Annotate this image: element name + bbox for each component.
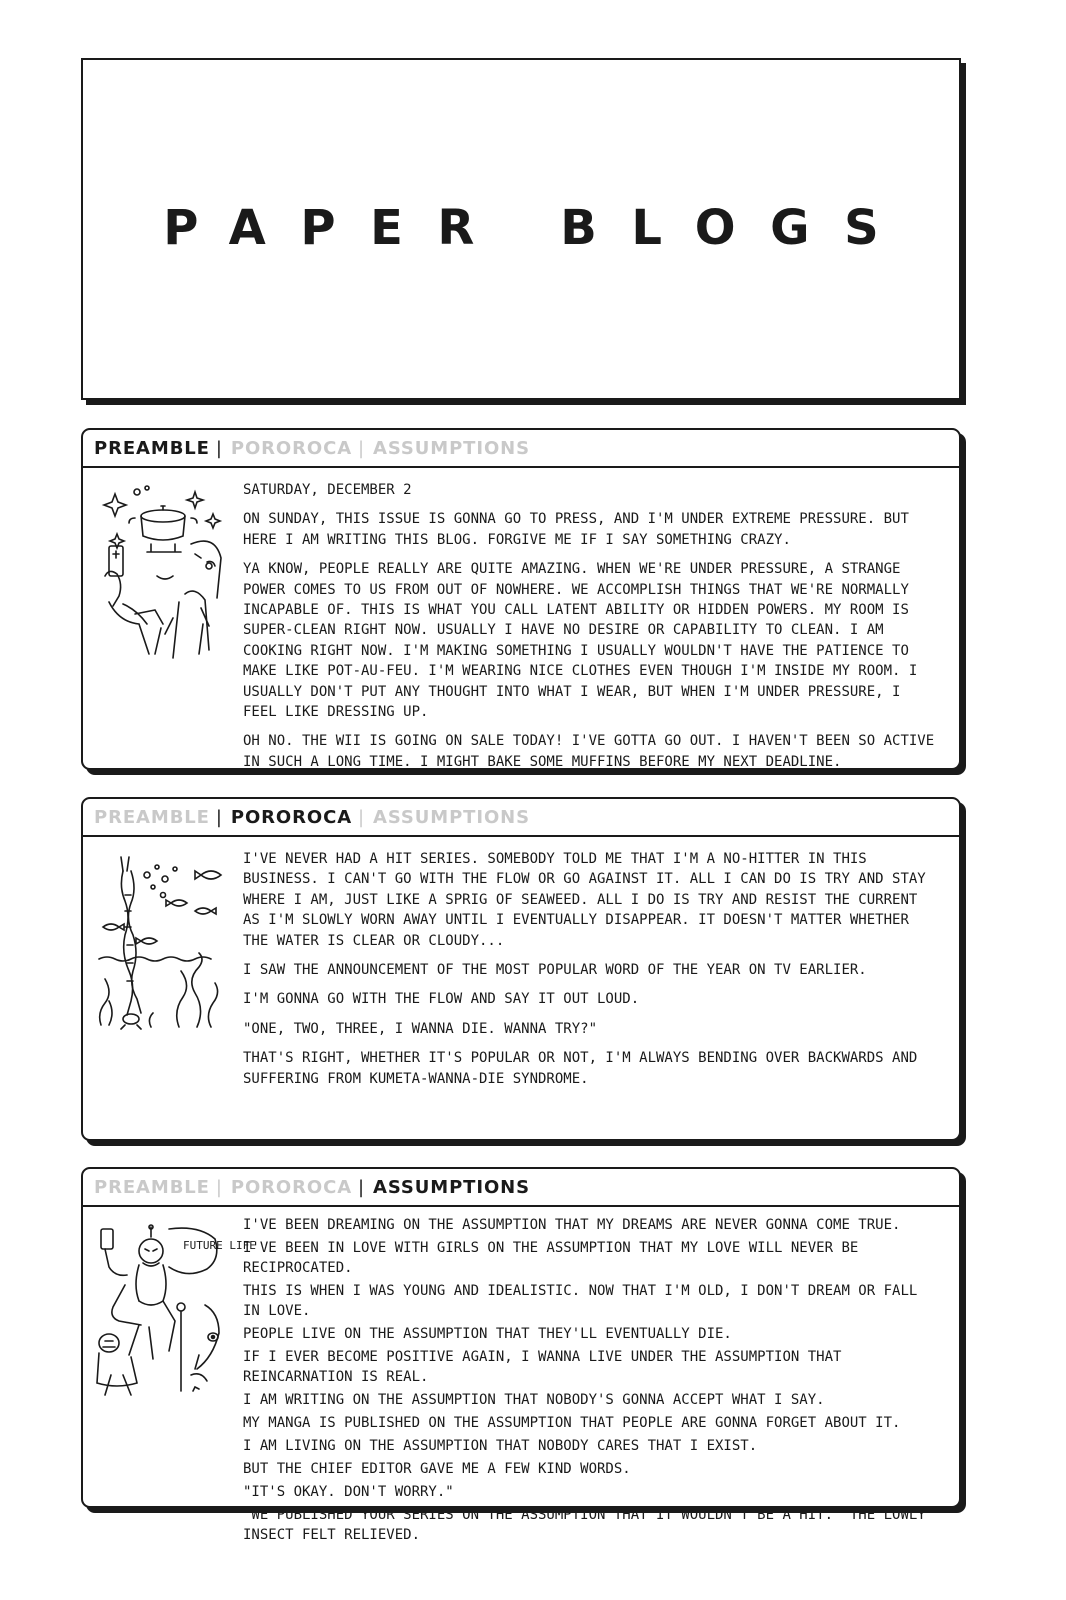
tab-separator: | <box>358 806 365 828</box>
tab-preamble[interactable]: PREAMBLE <box>94 806 210 828</box>
blog-paragraph: "WE PUBLISHED YOUR SERIES ON THE ASSUMPTION THAT IT WOULDN'T BE A HIT." THE LOWLY INSECT FELT RELIEVED. <box>243 1507 926 1543</box>
illustration-caption: FUTURE LIFE <box>183 1239 256 1252</box>
blog-paragraph: I'VE BEEN IN LOVE WITH GIRLS ON THE ASSUMPTION THAT MY LOVE WILL NEVER BE RECIPROCATED. <box>243 1240 859 1276</box>
tab-assumptions[interactable]: ASSUMPTIONS <box>373 1176 530 1198</box>
blog-panel-assumptions <box>81 1167 961 1543</box>
seaweed-illustration <box>95 855 225 1030</box>
blog-paragraph: I AM WRITING ON THE ASSUMPTION THAT NOBODY'S GONNA ACCEPT WHAT I SAY. <box>243 1392 825 1408</box>
blog-paragraph: IF I EVER BECOME POSITIVE AGAIN, I WANNA LIVE UNDER THE ASSUMPTION THAT REINCARNATION IS REAL. <box>243 1349 842 1385</box>
tab-separator: | <box>215 1176 223 1198</box>
blog-panel-pororoca <box>81 797 961 1141</box>
blog-date: SATURDAY, DECEMBER 2 <box>243 482 412 498</box>
blog-paragraph: THAT'S RIGHT, WHETHER IT'S POPULAR OR NOT, I'M ALWAYS BENDING OVER BACKWARDS AND SUFFERING FROM KUMETA-WANNA-DIE SYNDROME. <box>243 1050 918 1087</box>
blog-paragraph: I'M GONNA GO WITH THE FLOW AND SAY IT OUT LOUD. <box>243 991 640 1008</box>
tab-bar <box>83 1169 959 1207</box>
blog-paragraph: PEOPLE LIVE ON THE ASSUMPTION THAT THEY'LL EVENTUALLY DIE. <box>243 1326 732 1342</box>
tab-separator: | <box>215 437 223 459</box>
tab-assumptions[interactable]: ASSUMPTIONS <box>373 437 530 459</box>
blog-paragraph: OH NO. THE WII IS GOING ON SALE TODAY! I'VE GOTTA GO OUT. I HAVEN'T BEEN SO ACTIVE IN SUCH A LONG TIME. I MIGHT BAKE SOME MUFFINS BEFORE MY NEXT DEADLINE. <box>243 733 935 770</box>
blog-paragraph: ON SUNDAY, THIS ISSUE IS GONNA GO TO PRESS, AND I'M UNDER EXTREME PRESSURE. BUT HERE I AM WRITING THIS BLOG. FORGIVE ME IF I SAY SOMETHING CRAZY. <box>243 511 909 548</box>
tab-preamble[interactable]: PREAMBLE <box>94 437 210 459</box>
blog-text <box>243 849 941 1098</box>
tab-pororoca[interactable]: POROROCA <box>230 806 353 828</box>
blog-paragraph: I SAW THE ANNOUNCEMENT OF THE MOST POPULAR WORD OF THE YEAR ON TV EARLIER. <box>243 962 867 979</box>
blog-paragraph: "ONE, TWO, THREE, I WANNA DIE. WANNA TRY?" <box>243 1020 598 1037</box>
future-life-illustration <box>95 1225 256 1400</box>
blog-text <box>243 480 941 781</box>
blog-paragraph: BUT THE CHIEF EDITOR GAVE ME A FEW KIND WORDS. <box>243 1461 631 1477</box>
page-title: PAPER BLOGS <box>163 200 914 256</box>
tab-bar <box>83 799 959 837</box>
blog-paragraph: I'VE NEVER HAD A HIT SERIES. SOMEBODY TOLD ME THAT I'M A NO-HITTER IN THIS BUSINESS. I CAN'T GO WITH THE FLOW OR GO AGAINST IT. ALL I CAN DO IS TRY AND STAY WHERE I AM, JUST LIKE A SPRIG OF SEAWEED. ALL I DO IS TRY AND RESIST THE CURRENT AS I'M SLOWLY WORN AWAY UNTIL I EVENTUALLY DISAPPEAR. IT DOESN'T MATTER WHETHER THE WATER IS CLEAR OR CLOUDY... <box>243 851 926 949</box>
blog-paragraph: "IT'S OKAY. DON'T WORRY." <box>243 1484 454 1500</box>
tab-preamble[interactable]: PREAMBLE <box>94 1176 210 1198</box>
cooking-illustration <box>95 484 225 659</box>
tab-separator: | <box>215 806 223 828</box>
tab-bar <box>83 430 959 468</box>
tab-separator: | <box>358 437 365 459</box>
blog-paragraph: I'VE BEEN DREAMING ON THE ASSUMPTION THAT MY DREAMS ARE NEVER GONNA COME TRUE. <box>243 1217 901 1233</box>
tab-separator: | <box>358 1176 365 1198</box>
blog-text <box>243 1215 941 1548</box>
blog-paragraph: YA KNOW, PEOPLE REALLY ARE QUITE AMAZING. WHEN WE'RE UNDER PRESSURE, A STRANGE POWER COMES TO US FROM OUT OF NOWHERE. WE ACCOMPLISH THINGS THAT WE'RE NORMALLY INCAPABLE OF. THIS IS WHAT YOU CALL LATENT ABILITY OR HIDDEN POWERS. MY ROOM IS SUPER-CLEAN RIGHT NOW. USUALLY I HAVE NO DESIRE OR CAPABILITY TO CLEAN. I AM COOKING RIGHT NOW. I'M MAKING SOMETHING I USUALLY WOULDN'T HAVE THE PATIENCE TO MAKE LIKE POT-AU-FEU. I'M WEARING NICE CLOTHES EVEN THOUGH I'M INSIDE MY ROOM. I USUALLY DON'T PUT ANY THOUGHT INTO WHAT I WEAR, BUT WHEN I'M UNDER PRESSURE, I FEEL LIKE DRESSING UP. <box>243 561 918 721</box>
blog-panel-preamble <box>81 428 961 770</box>
tab-assumptions[interactable]: ASSUMPTIONS <box>373 806 530 828</box>
tab-pororoca[interactable]: POROROCA <box>230 1176 353 1198</box>
blog-paragraph: THIS IS WHEN I WAS YOUNG AND IDEALISTIC. NOW THAT I'M OLD, I DON'T DREAM OR FALL IN LOVE. <box>243 1283 918 1319</box>
blog-paragraph: MY MANGA IS PUBLISHED ON THE ASSUMPTION THAT PEOPLE ARE GONNA FORGET ABOUT IT. <box>243 1415 901 1431</box>
blog-paragraph: I AM LIVING ON THE ASSUMPTION THAT NOBODY CARES THAT I EXIST. <box>243 1438 758 1454</box>
tab-pororoca[interactable]: POROROCA <box>230 437 353 459</box>
title-box <box>81 58 961 400</box>
